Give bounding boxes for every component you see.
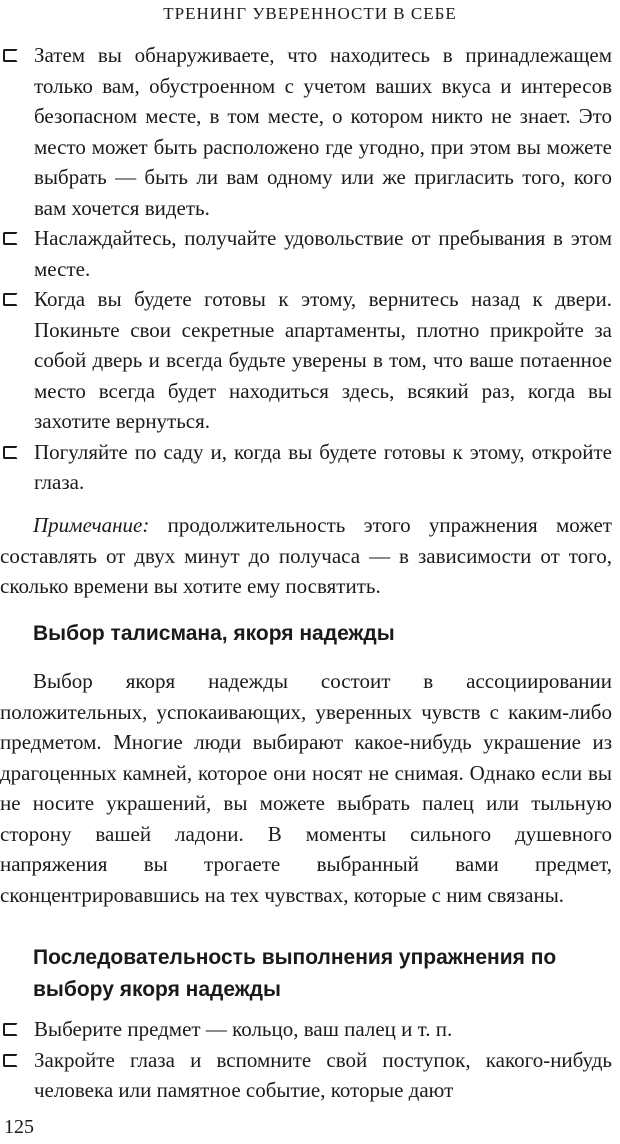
list-item: [0, 223, 612, 284]
list-item-text: Затем вы обнаруживаете, что находитесь в принадлежащем только вам, обустроенном с учетом ваших вкуса и интересов безопасном месте, в том месте, о котором никто не знает. Это место может быть расположено где угодно, при этом вы можете выбрать — быть ли вам одному или же пригласить того, кого вам хочется видеть.: [34, 43, 612, 220]
note-paragraph: [0, 510, 612, 602]
checkbox-bullet-icon: [3, 446, 18, 459]
anchor-steps-list: [0, 1014, 612, 1106]
list-item: [0, 1045, 612, 1106]
section-heading-anchor: Выбор талисмана, якоря надежды: [33, 622, 395, 645]
checkbox-bullet-icon: [3, 49, 18, 62]
section-heading-sequence: Последовательность выполнения упражнения по выбору якоря надежды: [33, 946, 557, 1001]
exercise-steps-list: [0, 40, 612, 498]
note-text: продолжительность этого упражнения может составлять от двух минут до получаса — в зависимости от того, сколько времени вы хотите ему посвятить.: [0, 513, 612, 598]
list-item-text: Наслаждайтесь, получайте удовольствие от пребывания в этом месте.: [34, 226, 612, 281]
list-item-text: Погуляйте по саду и, когда вы будете готовы к этому, откройте глаза.: [34, 439, 612, 494]
checkbox-bullet-icon: [3, 232, 18, 245]
list-item: [0, 40, 612, 223]
checkbox-bullet-icon: [3, 1054, 18, 1067]
page-number: 125: [4, 1116, 34, 1138]
checkbox-bullet-icon: [3, 293, 18, 306]
anchor-description-paragraph: Выбор якоря надежды состоит в ассоциировании положительных, успокаивающих, уверенных чувств с каким-либо предметом. Многие люди выбирают какое-нибудь украшение из драгоценных камней, которое они носят не снимая. Однако если вы не носите украшений, вы можете выбрать палец или тыльную сторону вашей ладони. В моменты сильного душевного напряжения вы трогаете выбранный вами предмет, сконцентрировавшись на тех чувствах, которые с ним связаны.: [0, 669, 612, 907]
list-item: [0, 1014, 612, 1045]
note-label: Примечание:: [33, 513, 150, 537]
list-item: [0, 284, 612, 437]
list-item-text: Когда вы будете готовы к этому, вернитесь назад к двери. Покиньте свои секретные апартаменты, плотно прикройте за собой дверь и всегда будьте уверены в том, что ваше потаенное место всегда будет находиться здесь, всякий раз, когда вы захотите вернуться.: [34, 287, 612, 433]
list-item-text: Выберите предмет — кольцо, ваш палец и т. п.: [34, 1017, 453, 1041]
checkbox-bullet-icon: [3, 1023, 18, 1036]
list-item-text: Закройте глаза и вспомните свой поступок, какого-нибудь человека или памятное событие, которые дают: [34, 1047, 612, 1102]
running-header: ТРЕНИНГ УВЕРЕННОСТИ В СЕБЕ: [163, 4, 457, 23]
list-item: [0, 437, 612, 498]
